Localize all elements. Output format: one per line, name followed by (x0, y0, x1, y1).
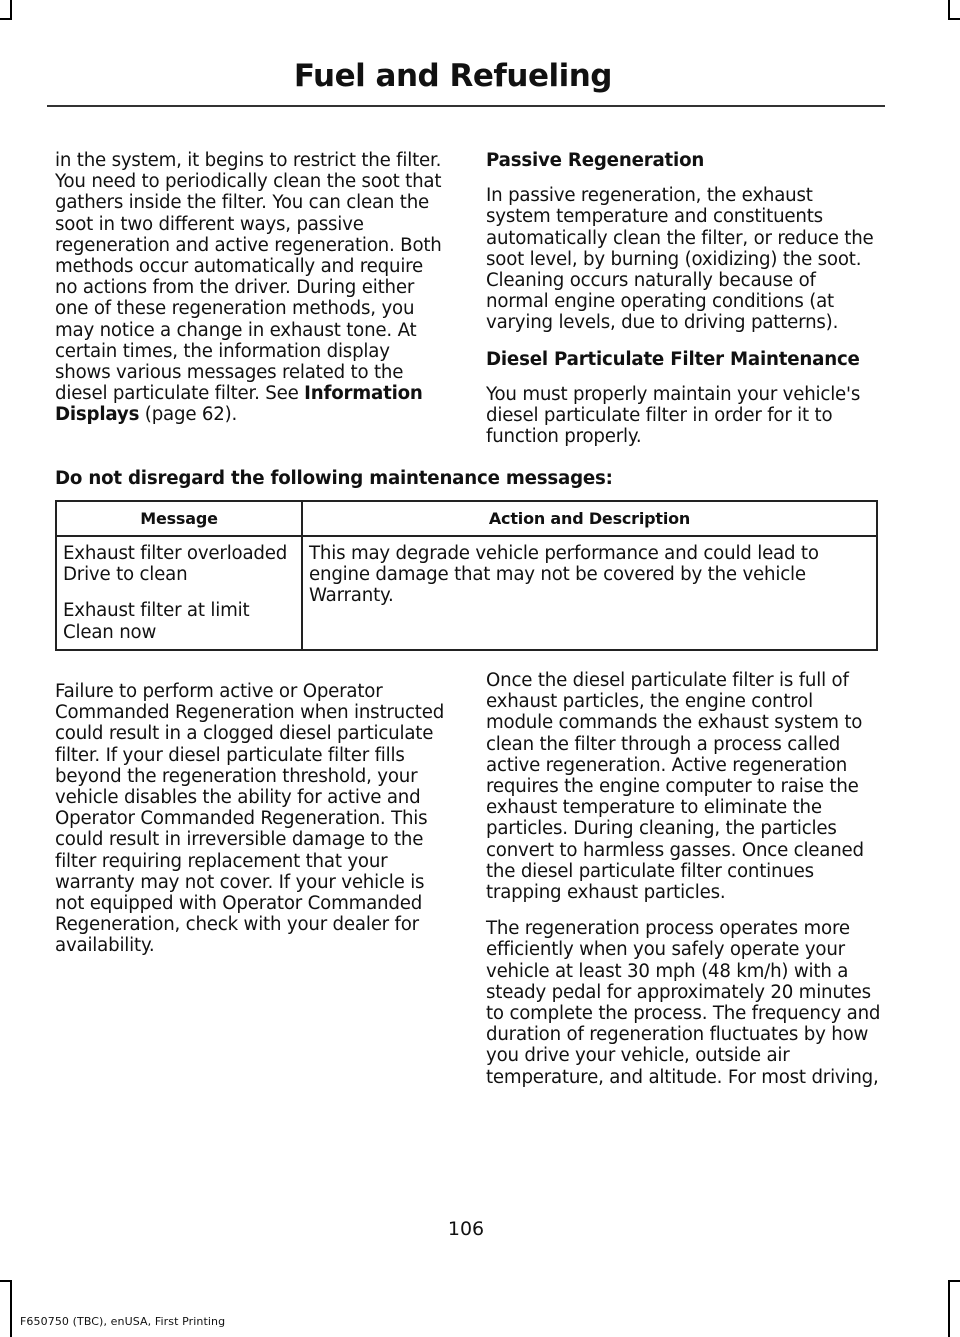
crop-mark-top-left-v (10, 0, 12, 20)
crop-mark-top-right-v (948, 0, 950, 20)
bottom-right-column (486, 670, 881, 1103)
crop-mark-top-right-h (948, 18, 960, 20)
intro-paragraph (55, 150, 450, 426)
maintenance-messages-table (55, 500, 878, 651)
active-regeneration-text: Once the diesel particulate filter is full of exhaust particles, the engine control module commands the exhaust system to clean the filter through a process called active regeneration. Active regeneration requires the engine computer to raise the exhaust temperature to eliminate the particles. During cleaning, the particles convert to harmless gasses. Once cleaned the diesel particulate filter continues trapping exhaust particles. (486, 670, 864, 904)
regeneration-process-text: The regeneration process operates more efficiently when you safely operate your vehicle at least 30 mph (48 km/h) with a steady pedal for approximately 20 minutes to complete the process. The frequency and duration of regeneration fluctuates by how you drive your vehicle, outside air temperature, and altitude. For most driving, (486, 918, 881, 1088)
dpf-maintenance-heading: Diesel Particulate Filter Maintenance (486, 348, 860, 370)
passive-regeneration-text: In passive regeneration, the exhaust system temperature and constituents automatically clean the filter, or reduce the soot level, by burning (oxidizing) the soot. Cleaning occurs naturally because of normal engine operating conditions (at varying levels, due to driving patterns). (486, 185, 874, 334)
message-cell (56, 536, 302, 650)
passive-regeneration-heading: Passive Regeneration (486, 150, 705, 171)
table-row (56, 536, 877, 650)
footer-print-info: F650750 (TBC), enUSA, First Printing (20, 1315, 226, 1328)
page-title: Fuel and Refueling (293, 58, 612, 94)
information-displays-link[interactable]: Information Displays (55, 383, 423, 426)
left-column (55, 150, 450, 441)
description-cell (302, 536, 877, 650)
table-intro: Do not disregard the following maintenance messages: (55, 468, 613, 489)
table-header-row (56, 501, 877, 536)
crop-mark-top-left-h (0, 18, 12, 20)
right-column (486, 150, 881, 462)
crop-mark-bottom-left-v (10, 1280, 12, 1337)
crop-mark-bottom-right-h (948, 1280, 960, 1282)
message-at-limit: Exhaust filter at limit Clean now (63, 600, 250, 643)
dpf-maintenance-text: You must properly maintain your vehicle's diesel particulate filter in order for it to function properly. (486, 383, 861, 448)
bottom-left-column (55, 681, 450, 972)
header-divider (47, 105, 885, 107)
crop-mark-bottom-left-h (0, 1280, 12, 1282)
column-header-message: Message (56, 501, 302, 536)
page-number: 106 (447, 1218, 485, 1240)
description-text: This may degrade vehicle performance and could lead to engine damage that may not be covered by the vehicle Warranty. (309, 543, 819, 607)
column-header-action: Action and Description (302, 501, 877, 536)
crop-mark-bottom-right-v (948, 1280, 950, 1337)
message-overloaded: Exhaust filter overloaded Drive to clean (63, 543, 288, 586)
failure-warning-text: Failure to perform active or Operator Commanded Regeneration when instructed could result in a clogged diesel particulate filter. If your diesel particulate filter fills beyond the regeneration threshold, your vehicle disables the ability for active and Operator Commanded Regeneration. This could result in irreversible damage to the filter requiring replacement that your warranty may not cover. If your vehicle is not equipped with Operator Commanded Regeneration, check with your dealer for availability. (55, 681, 445, 957)
intro-text: in the system, it begins to restrict the filter. You need to periodically clean the soot that gathers inside the filter. You can clean the soot in two different ways, passive regeneration and active regeneration. Both methods occur automatically and require no actions from the driver. During either one of these regeneration methods, you may notice a change in exhaust tone. At certain times, the information display shows various messages related to the diesel particulate filter. See (55, 150, 442, 405)
page-reference: (page 62). (139, 404, 238, 426)
